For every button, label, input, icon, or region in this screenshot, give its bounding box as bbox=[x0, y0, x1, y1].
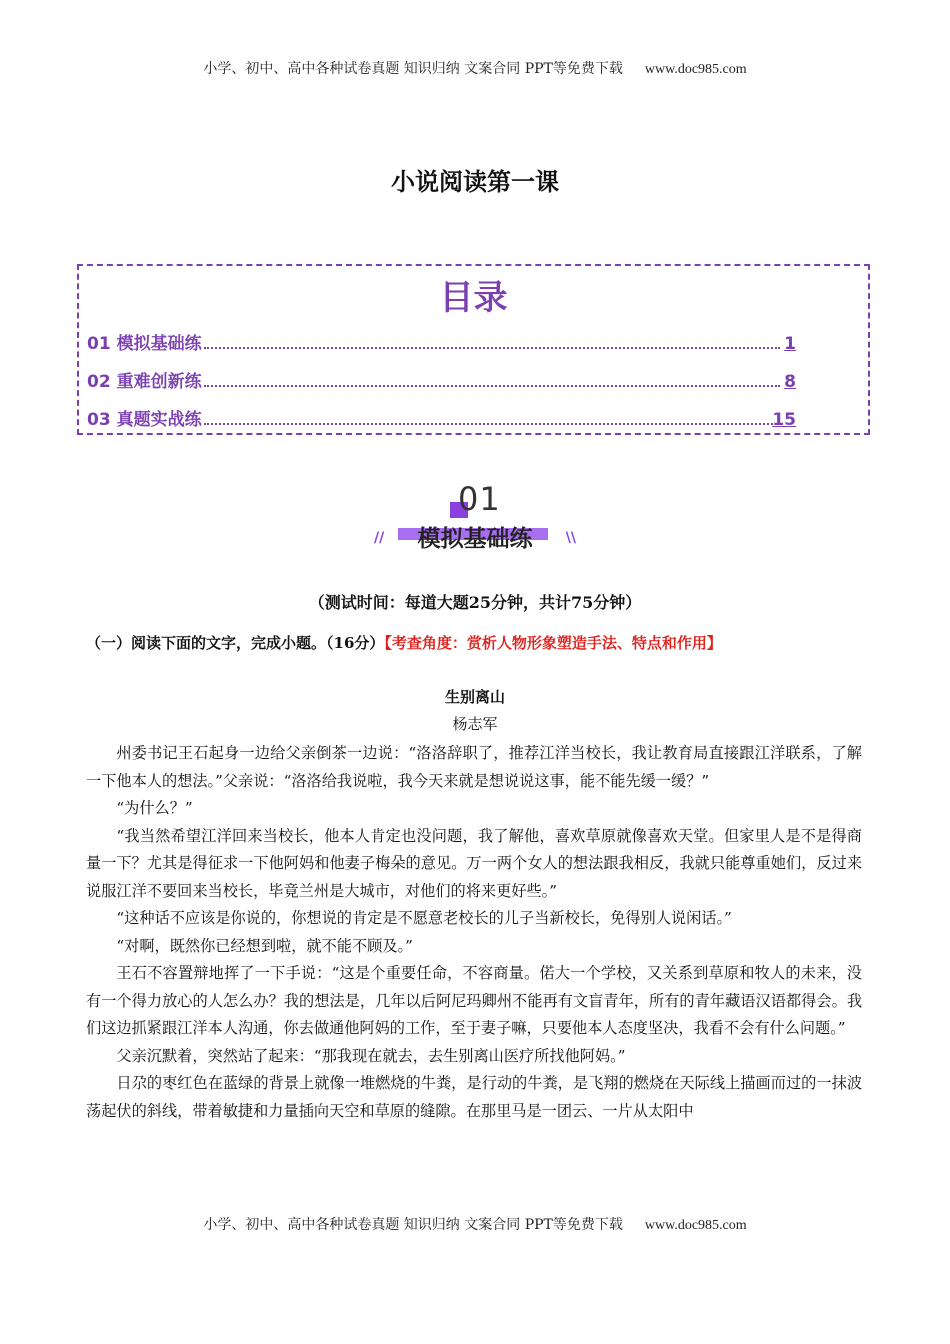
question-text: （一）阅读下面的文字，完成小题。（16分） bbox=[86, 634, 385, 652]
story-paragraph: 州委书记王石起身一边给父亲倒茶一边说：“洛洛辞职了，推荐江洋当校长，我让教育局直接跟江洋联系，了解一下他本人的想法。”父亲说：“洛洛给我说啦，我今天来就是想说说这事，能不能先缓一缓？” bbox=[86, 744, 862, 790]
toc-item-page[interactable]: 8 bbox=[784, 372, 796, 392]
page-title: 小说阅读第一课 bbox=[391, 168, 559, 196]
section-badge bbox=[370, 480, 580, 562]
toc-leader-dots bbox=[204, 347, 780, 349]
story-paragraph: “为什么？” bbox=[116, 799, 193, 817]
story-body bbox=[86, 740, 862, 1125]
toc-leader-dots bbox=[204, 423, 780, 425]
toc-item-page[interactable]: 1 bbox=[784, 334, 796, 354]
question-heading bbox=[86, 632, 722, 653]
story-paragraph: 日尕的枣红色在蓝绿的背景上就像一堆燃烧的牛粪，是行动的牛粪，是飞翔的燃烧在天际线上描画而过的一抹波荡起伏的斜线，带着敏捷和力量插向天空和草原的缝隙。在那里马是一团云、一片从太阳中 bbox=[86, 1074, 862, 1120]
toc-item-label: 01 模拟基础练 bbox=[87, 334, 202, 354]
toc-leader-dots bbox=[204, 385, 780, 387]
section-number: 01 bbox=[458, 480, 501, 518]
toc-item-label: 02 重难创新练 bbox=[87, 372, 202, 392]
toc-heading: 目录 bbox=[439, 278, 508, 318]
test-time-note: （测试时间：每道大题25分钟，共计75分钟） bbox=[308, 593, 642, 612]
slash-decoration-left: // bbox=[374, 530, 385, 546]
section-label: 模拟基础练 bbox=[417, 526, 533, 552]
toc-item-page[interactable]: 15 bbox=[772, 410, 796, 430]
toc-item-label: 03 真题实战练 bbox=[87, 410, 202, 430]
story-paragraph: 王石不容置辩地挥了一下手说：“这是个重要任命，不容商量。偌大一个学校，又关系到草原和牧人的未来，没有一个得力放心的人怎么办？我的想法是，几年以后阿尼玛卿州不能再有文盲青年，所有的青年藏语汉语都得会。我们这边抓紧跟江洋本人沟通，你去做通他阿妈的工作，至于妻子嘛，只要他本人态度坚决，我看不会有什么问题。” bbox=[86, 964, 862, 1037]
table-of-contents bbox=[77, 264, 870, 435]
toc-item-2[interactable] bbox=[87, 368, 796, 392]
header-site-link[interactable]: www.doc985.com bbox=[644, 62, 747, 77]
story-author: 杨志军 bbox=[452, 715, 498, 733]
toc-item-1[interactable] bbox=[87, 330, 796, 354]
story-paragraph: “对啊，既然你已经想到啦，就不能不顾及。” bbox=[116, 936, 413, 955]
slash-decoration-right: \\ bbox=[565, 530, 576, 546]
footer-text: 小学、初中、高中各种试卷真题 知识归纳 文案合同 PPT等免费下载 bbox=[203, 1217, 623, 1233]
header-text: 小学、初中、高中各种试卷真题 知识归纳 文案合同 PPT等免费下载 bbox=[203, 61, 623, 77]
footer-site-link[interactable]: www.doc985.com bbox=[644, 1218, 747, 1233]
story-paragraph: “我当然希望江洋回来当校长，他本人肯定也没问题，我了解他，喜欢草原就像喜欢天堂。但家里人是不是得商量一下？尤其是得征求一下他阿妈和他妻子梅朵的意见。万一两个女人的想法跟我相反，我就只能尊重她们，反过来说服江洋不要回来当校长，毕竟兰州是大城市，对他们的将来更好些。” bbox=[86, 826, 862, 900]
page-footer bbox=[0, 1214, 950, 1234]
story-paragraph: “这种话不应该是你说的，你想说的肯定是不愿意老校长的儿子当新校长，免得别人说闲话。” bbox=[116, 909, 732, 927]
story-title: 生别离山 bbox=[444, 688, 505, 706]
story-paragraph: 父亲沉默着，突然站了起来：“那我现在就去，去生别离山医疗所找他阿妈。” bbox=[116, 1046, 626, 1065]
page-header bbox=[0, 58, 950, 78]
question-focus: 【考查角度：赏析人物形象塑造手法、特点和作用】 bbox=[384, 634, 722, 652]
toc-item-3[interactable] bbox=[87, 406, 796, 430]
